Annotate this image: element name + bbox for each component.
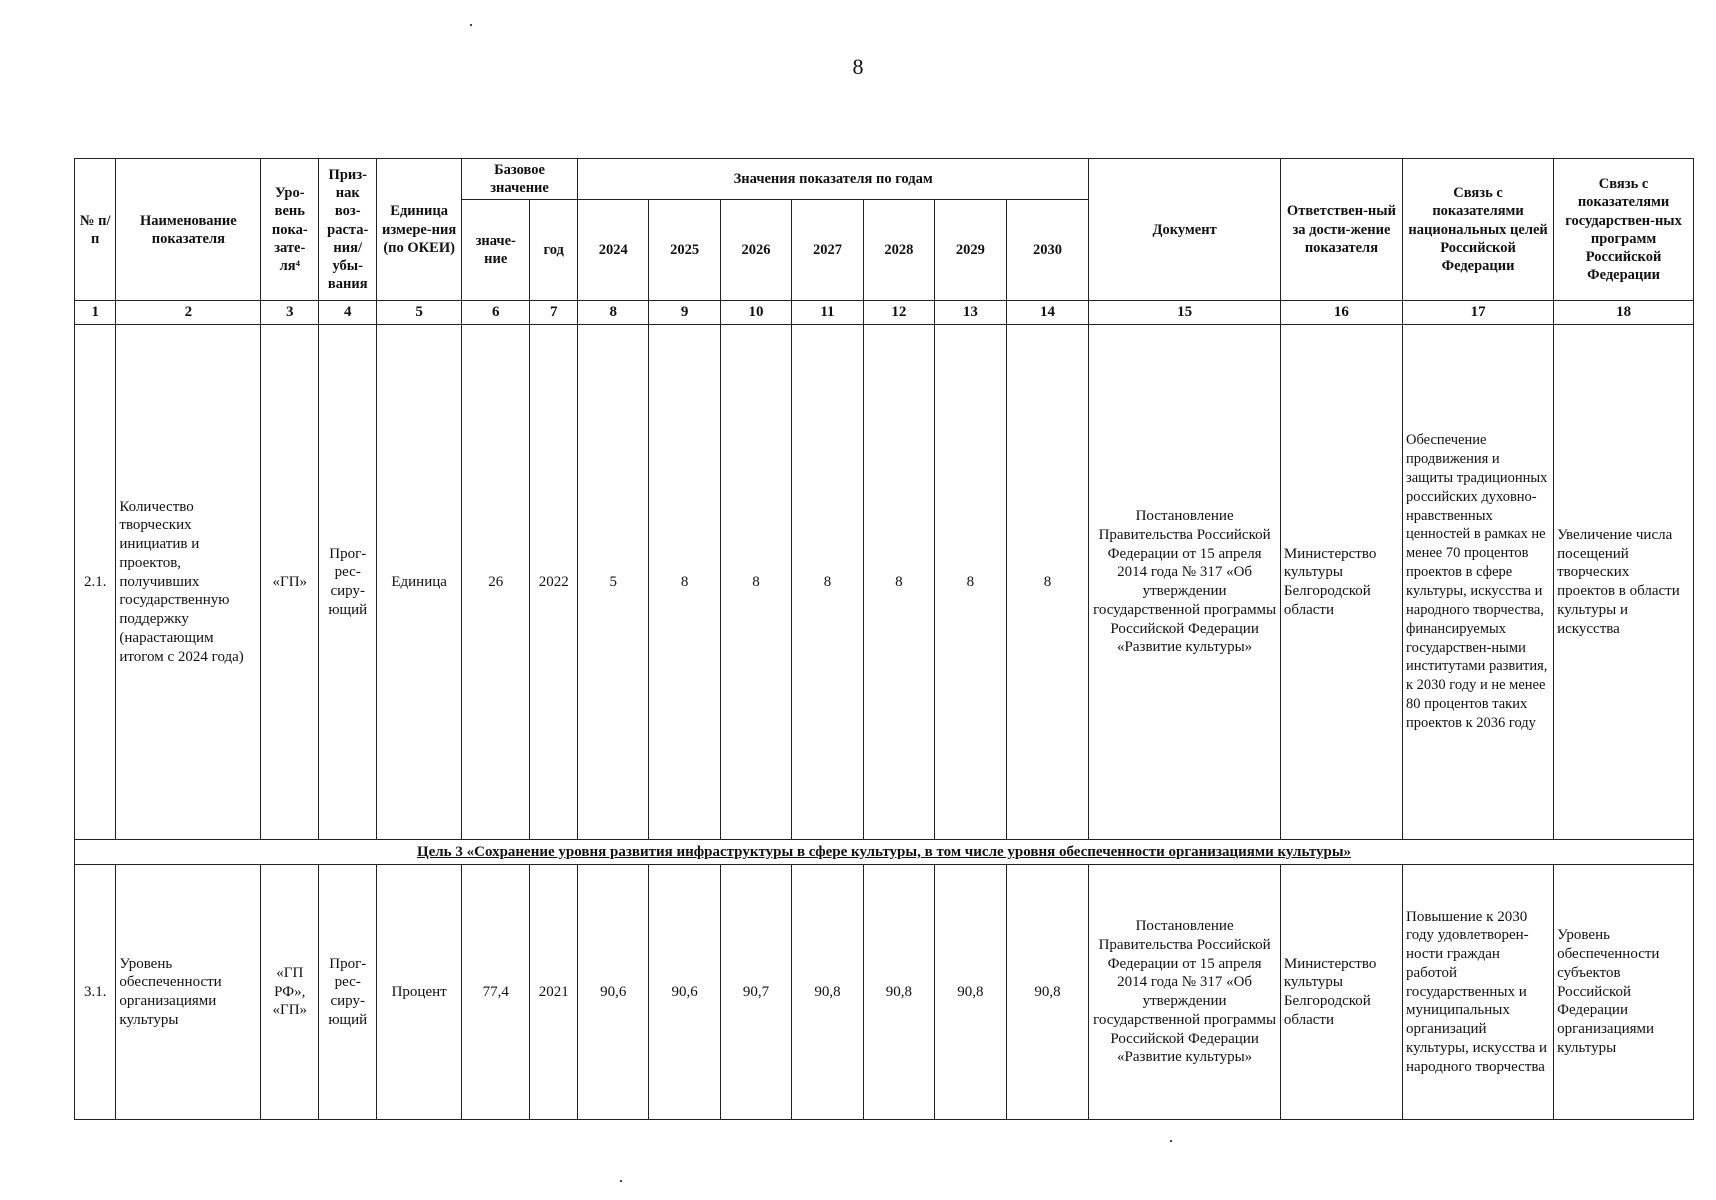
indicators-table <box>74 158 1694 1120</box>
value-2028: 90,8 <box>863 865 934 1120</box>
column-number: 12 <box>863 301 934 325</box>
column-number: 13 <box>935 301 1006 325</box>
row-num: 2.1. <box>75 325 116 840</box>
value-2025: 90,6 <box>649 865 720 1120</box>
indicator-level: «ГП» <box>261 325 319 840</box>
responsible-body: Министерство культуры Белгородской области <box>1280 865 1402 1120</box>
base-year: 2022 <box>530 325 578 840</box>
header-unit: Единица измере-ния (по ОКЕИ) <box>377 159 462 301</box>
document-ref: Постановление Правительства Российской Федерации от 15 апреля 2014 года № 317 «Об утверждении государственной программы Российской Федерации «Развитие культуры» <box>1089 325 1281 840</box>
header-year-2029: 2029 <box>935 200 1006 301</box>
value-2025: 8 <box>649 325 720 840</box>
column-number: 17 <box>1403 301 1554 325</box>
header-year-2027: 2027 <box>792 200 863 301</box>
page-number: 8 <box>852 54 864 79</box>
header-responsible: Ответствен-ный за дости-жение показателя <box>1280 159 1402 301</box>
column-number: 16 <box>1280 301 1402 325</box>
header-row-1 <box>75 159 1694 200</box>
column-number: 2 <box>116 301 261 325</box>
value-2029: 8 <box>935 325 1006 840</box>
header-year-2026: 2026 <box>720 200 791 301</box>
column-number: 14 <box>1006 301 1089 325</box>
header-state-program: Связь с показателями государствен-ных программ Российской Федерации <box>1554 159 1694 301</box>
column-number: 9 <box>649 301 720 325</box>
table-row <box>75 865 1694 1120</box>
value-2027: 8 <box>792 325 863 840</box>
indicator-name: Уровень обеспеченности организациями культуры <box>116 865 261 1120</box>
value-2030: 90,8 <box>1006 865 1089 1120</box>
column-number: 6 <box>462 301 530 325</box>
indicator-unit: Единица <box>377 325 462 840</box>
header-trend: Приз-нак воз-раста-ния/ убы-вания <box>319 159 377 301</box>
value-2028: 8 <box>863 325 934 840</box>
state-program-link: Уровень обеспеченности субъектов Российской Федерации организациями культуры <box>1554 865 1694 1120</box>
value-2030: 8 <box>1006 325 1089 840</box>
document-ref: Постановление Правительства Российской Федерации от 15 апреля 2014 года № 317 «Об утверждении государственной программы Российской Федерации «Развитие культуры» <box>1089 865 1281 1120</box>
indicator-name: Количество творческих инициатив и проектов, получивших государственную поддержку (нарастающим итогом с 2024 года) <box>116 325 261 840</box>
responsible-body: Министерство культуры Белгородской области <box>1280 325 1402 840</box>
column-number: 18 <box>1554 301 1694 325</box>
value-2026: 8 <box>720 325 791 840</box>
column-numbers-row <box>75 301 1694 325</box>
header-document: Документ <box>1089 159 1281 301</box>
scan-speck <box>620 1180 622 1182</box>
header-national-goal: Связь с показателями национальных целей Российской Федерации <box>1403 159 1554 301</box>
header-year-2030: 2030 <box>1006 200 1089 301</box>
goal-3-text: Цель 3 «Сохранение уровня развития инфраструктуры в сфере культуры, в том числе уровня обеспеченности организациями культуры» <box>416 843 1352 860</box>
column-number: 5 <box>377 301 462 325</box>
value-2024: 90,6 <box>578 865 649 1120</box>
scan-speck <box>470 24 472 26</box>
value-2026: 90,7 <box>720 865 791 1120</box>
header-base-value: значе-ние <box>462 200 530 301</box>
header-year-2028: 2028 <box>863 200 934 301</box>
indicator-trend: Прог-рес-сиру-ющий <box>319 325 377 840</box>
header-level: Уро-вень пока-зате-ля⁴ <box>261 159 319 301</box>
column-number: 3 <box>261 301 319 325</box>
header-year-2024: 2024 <box>578 200 649 301</box>
header-base-year: год <box>530 200 578 301</box>
base-value: 26 <box>462 325 530 840</box>
column-number: 11 <box>792 301 863 325</box>
national-goal-link: Повышение к 2030 году удовлетворен-ности граждан работой государственных и муниципальных организаций культуры, искусства и народного творчества <box>1403 865 1554 1120</box>
scan-speck <box>1170 1140 1172 1142</box>
row-num: 3.1. <box>75 865 116 1120</box>
header-year-2025: 2025 <box>649 200 720 301</box>
goal-row <box>75 840 1694 865</box>
indicator-trend: Прог-рес-сиру-ющий <box>319 865 377 1120</box>
national-goal-link: Обеспечение продвижения и защиты традиционных российских духовно-нравственных ценностей в рамках не менее 70 процентов проектов в сфере культуры, искусства и народного творчества, финансируемых государствен-ными институтами развития, к 2030 году и не менее 80 процентов таких проектов к 2036 году <box>1403 325 1554 840</box>
base-value: 77,4 <box>462 865 530 1120</box>
column-number: 15 <box>1089 301 1281 325</box>
indicator-unit: Процент <box>377 865 462 1120</box>
header-num: № п/п <box>75 159 116 301</box>
value-2024: 5 <box>578 325 649 840</box>
column-number: 4 <box>319 301 377 325</box>
column-number: 1 <box>75 301 116 325</box>
header-name: Наименование показателя <box>116 159 261 301</box>
header-base-group: Базовое значение <box>462 159 578 200</box>
indicator-level: «ГП РФ», «ГП» <box>261 865 319 1120</box>
header-years-group: Значения показателя по годам <box>578 159 1089 200</box>
table-row <box>75 325 1694 840</box>
column-number: 7 <box>530 301 578 325</box>
column-number: 10 <box>720 301 791 325</box>
column-number: 8 <box>578 301 649 325</box>
base-year: 2021 <box>530 865 578 1120</box>
state-program-link: Увеличение числа посещений творческих проектов в области культуры и искусства <box>1554 325 1694 840</box>
value-2029: 90,8 <box>935 865 1006 1120</box>
value-2027: 90,8 <box>792 865 863 1120</box>
goal-3-title <box>75 840 1694 865</box>
